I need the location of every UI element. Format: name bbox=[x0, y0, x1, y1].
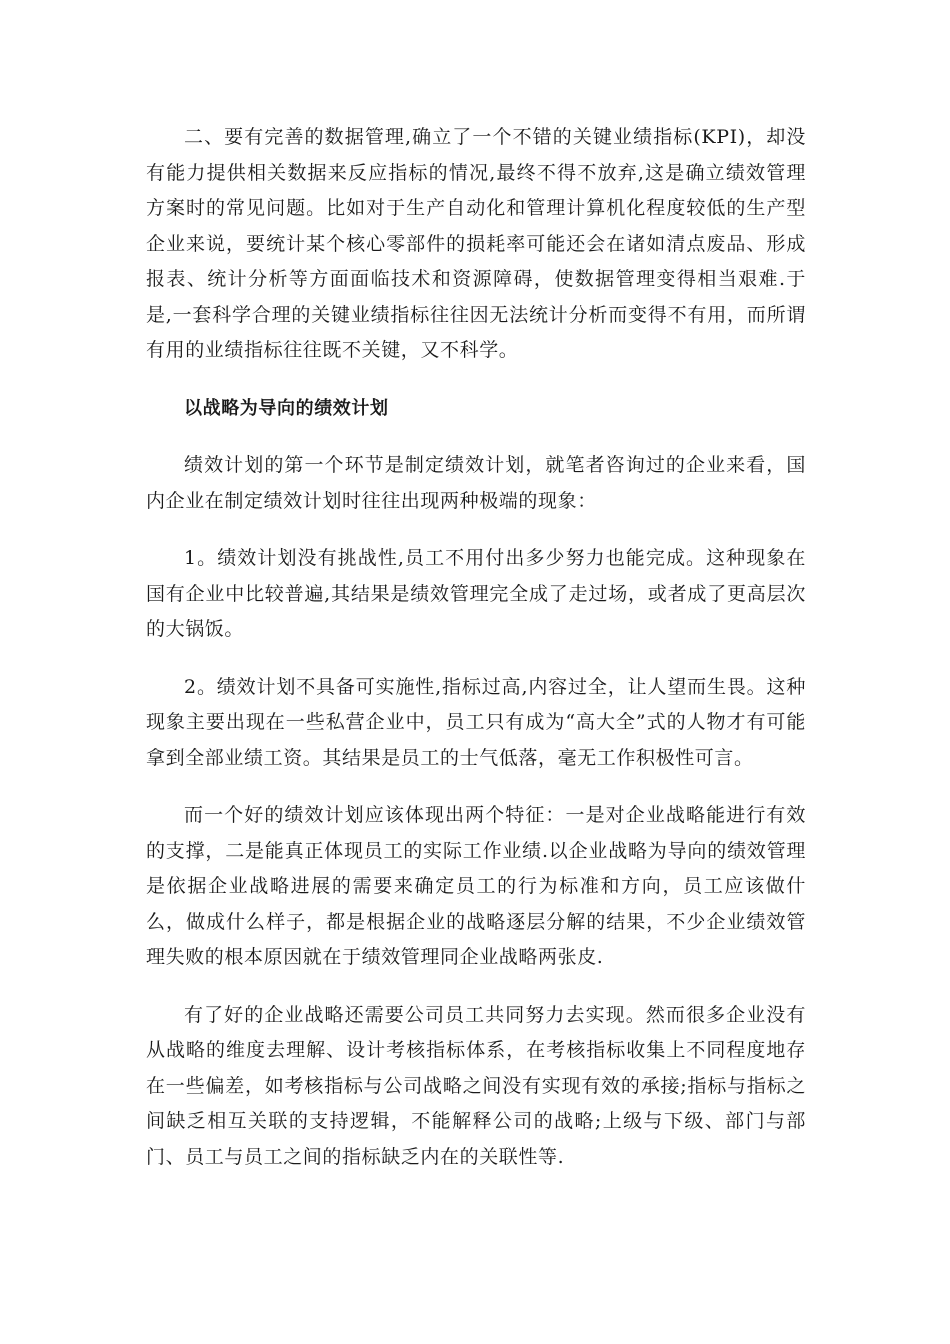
section-heading: 以战略为导向的绩效计划 bbox=[184, 397, 389, 419]
paragraph-data-management: 二、要有完善的数据管理,确立了一个不错的关键业绩指标(KPI)，却没有能力提供相关数据来反应指标的情况,最终不得不放弃,这是确立绩效管理方案时的常见问题。比如对于生产自动化和管理计算机化程度较低的生产型企业来说，要统计某个核心零部件的损耗率可能还会在诸如清点废品、形成报表、统计分析等方面面临技术和资源障碍，使数据管理变得相当艰难.于是,一套科学合理的关键业绩指标往往因无法统计分析而变得不有用，而所谓有用的业绩指标往往既不关键，又不科学。 bbox=[146, 126, 806, 361]
paragraph-strategy-effort: 有了好的企业战略还需要公司员工共同努力去实现。然而很多企业没有从战略的维度去理解、设计考核指标体系，在考核指标收集上不同程度地存在一些偏差，如考核指标与公司战略之间没有实现有效的承接;指标与指标之间缺乏相互关联的支持逻辑，不能解释公司的战略;上级与下级、部门与部门、员工与员工之间的指标缺乏内在的关联性等. bbox=[146, 1003, 806, 1168]
paragraph-point-2: 2。绩效计划不具备可实施性,指标过高,内容过全，让人望而生畏。这种现象主要出现在一些私营企业中，员工只有成为“高大全”式的人物才有可能拿到全部业绩工资。其结果是员工的士气低落，毫无工作积极性可言。 bbox=[146, 675, 806, 769]
paragraph-plan-intro: 绩效计划的第一个环节是制定绩效计划，就笔者咨询过的企业来看，国内企业在制定绩效计划时往往出现两种极端的现象： bbox=[146, 454, 806, 512]
paragraph-point-1: 1。绩效计划没有挑战性,员工不用付出多少努力也能完成。这种现象在国有企业中比较普遍,其结果是绩效管理完全成了走过场，或者成了更高层次的大锅饭。 bbox=[146, 547, 806, 640]
paragraph-good-plan: 而一个好的绩效计划应该体现出两个特征：一是对企业战略能进行有效的支撑，二是能真正体现员工的实际工作业绩.以企业战略为导向的绩效管理是依据企业战略进展的需要来确定员工的行为标准和方向，员工应该做什么，做成什么样子，都是根据企业的战略逐层分解的结果，不少企业绩效管理失败的根本原因就在于绩效管理同企业战略两张皮. bbox=[146, 804, 806, 968]
document-page bbox=[146, 120, 806, 1197]
